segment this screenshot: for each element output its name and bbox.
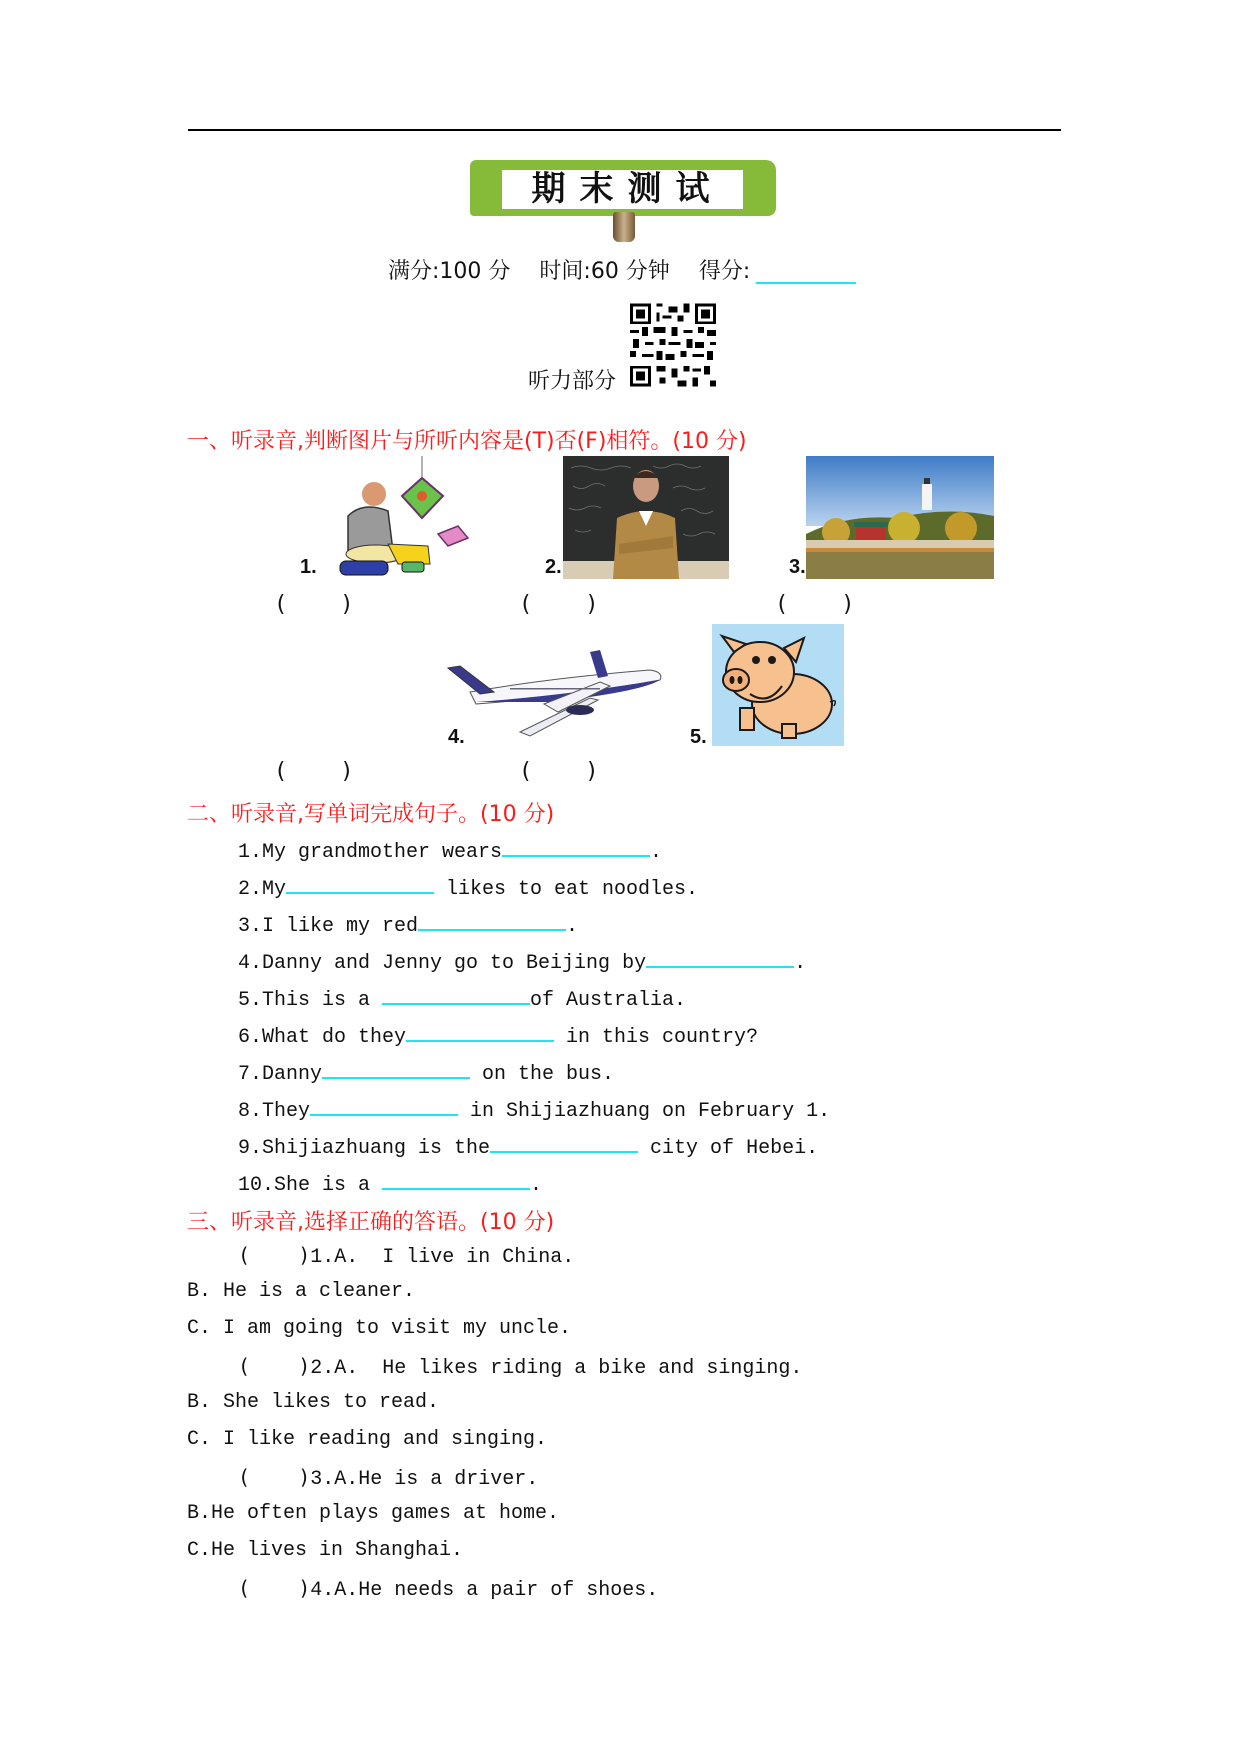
fill-item-text: 8.They (238, 1100, 311, 1123)
picture-3-number: 3. (789, 556, 806, 578)
option-a: 3.A.He is a driver. (310, 1468, 539, 1491)
fill-item-6 (238, 1020, 758, 1051)
listening-section-label: 听力部分 (528, 369, 617, 394)
fill-item-7 (238, 1057, 614, 1088)
fill-blank[interactable] (490, 1131, 638, 1153)
option-a: 2.A. He likes riding a bike and singing. (310, 1357, 803, 1380)
choice-question-3 (238, 1464, 538, 1493)
choice-question-4 (238, 1575, 658, 1604)
section-1-heading: 一、听录音,判断图片与所听内容是(T)否(F)相符。(10 分) (187, 429, 747, 454)
fill-item-text: likes to eat noodles. (434, 878, 699, 901)
choice-question-2 (238, 1353, 802, 1382)
answer-2-paren[interactable]: ( ) (519, 592, 599, 617)
fill-blank[interactable] (646, 946, 794, 968)
sign-post-icon (613, 212, 635, 242)
picture-2-number: 2. (545, 556, 562, 578)
picture-1-kite-maker (318, 456, 478, 581)
fill-item-text: . (650, 841, 663, 864)
fill-item-text: 2.My (238, 878, 287, 901)
fill-item-5 (238, 983, 686, 1014)
option-a: 4.A.He needs a pair of shoes. (310, 1579, 659, 1602)
fill-item-text: on the bus. (470, 1063, 615, 1086)
fill-item-9 (238, 1131, 818, 1162)
page-title: 期末测试 (531, 169, 724, 209)
fill-item-text: 7.Danny (238, 1063, 323, 1086)
answer-5-paren[interactable]: ( ) (519, 759, 599, 784)
picture-4-number: 4. (448, 726, 465, 748)
score-label: 得分: (698, 259, 751, 284)
fill-item-1 (238, 835, 662, 866)
fill-blank[interactable] (406, 1020, 554, 1042)
fill-item-text: in Shijiazhuang on February 1. (458, 1100, 831, 1123)
fill-item-text: 4.Danny and Jenny go to Beijing by (238, 952, 647, 975)
answer-paren[interactable]: ( ) (238, 1465, 311, 1489)
fill-blank[interactable] (322, 1057, 470, 1079)
time-limit: 时间:60 分钟 (539, 259, 670, 284)
fill-item-3 (238, 909, 578, 940)
fill-blank[interactable] (286, 872, 434, 894)
answer-paren[interactable]: ( ) (238, 1354, 311, 1378)
picture-2-teacher (563, 456, 729, 579)
fill-item-10 (238, 1168, 542, 1199)
picture-3-park-pagoda (806, 456, 994, 579)
fill-item-text: of Australia. (530, 989, 687, 1012)
fill-blank[interactable] (310, 1094, 458, 1116)
fill-item-2 (238, 872, 698, 903)
fill-blank[interactable] (418, 909, 566, 931)
fill-blank[interactable] (502, 835, 650, 857)
section-3-heading: 三、听录音,选择正确的答语。(10 分) (187, 1210, 555, 1235)
choice-option-b: B.He often plays games at home. (187, 1502, 560, 1525)
fill-item-text: 5.This is a (238, 989, 383, 1012)
full-score: 满分:100 分 (388, 259, 511, 284)
answer-paren[interactable]: ( ) (238, 1243, 311, 1267)
fill-item-text: city of Hebei. (638, 1137, 819, 1160)
fill-item-text: 10.She is a (238, 1174, 383, 1197)
answer-paren[interactable]: ( ) (238, 1576, 311, 1600)
choice-option-c: C. I like reading and singing. (187, 1428, 548, 1451)
picture-5-pig (712, 624, 844, 746)
choice-option-b: B. She likes to read. (187, 1391, 440, 1414)
score-input-line[interactable] (756, 282, 856, 284)
fill-item-text: 3.I like my red (238, 915, 419, 938)
option-a: 1.A. I live in China. (310, 1246, 575, 1269)
section-2-heading: 二、听录音,写单词完成句子。(10 分) (187, 802, 555, 827)
fill-item-text: 9.Shijiazhuang is the (238, 1137, 491, 1160)
fill-item-4 (238, 946, 806, 977)
choice-option-b: B. He is a cleaner. (187, 1280, 416, 1303)
answer-3-paren[interactable]: ( ) (775, 592, 855, 617)
fill-item-text: in this country? (554, 1026, 759, 1049)
fill-item-8 (238, 1094, 830, 1125)
fill-item-text: 1.My grandmother wears (238, 841, 503, 864)
choice-option-c: C.He lives in Shanghai. (187, 1539, 464, 1562)
top-rule (188, 129, 1061, 131)
fill-blank[interactable] (382, 1168, 530, 1190)
qr-code-icon (630, 303, 716, 387)
choice-question-1 (238, 1242, 574, 1271)
picture-4-airplane (440, 640, 670, 740)
fill-item-text: 6.What do they (238, 1026, 407, 1049)
fill-blank[interactable] (382, 983, 530, 1005)
exam-meta (388, 254, 772, 285)
fill-item-text: . (566, 915, 579, 938)
fill-item-text: . (794, 952, 807, 975)
answer-1-paren[interactable]: ( ) (274, 592, 354, 617)
fill-item-text: . (530, 1174, 543, 1197)
choice-option-c: C. I am going to visit my uncle. (187, 1317, 572, 1340)
picture-1-number: 1. (300, 556, 317, 578)
picture-5-number: 5. (690, 726, 707, 748)
answer-4-paren[interactable]: ( ) (274, 759, 354, 784)
